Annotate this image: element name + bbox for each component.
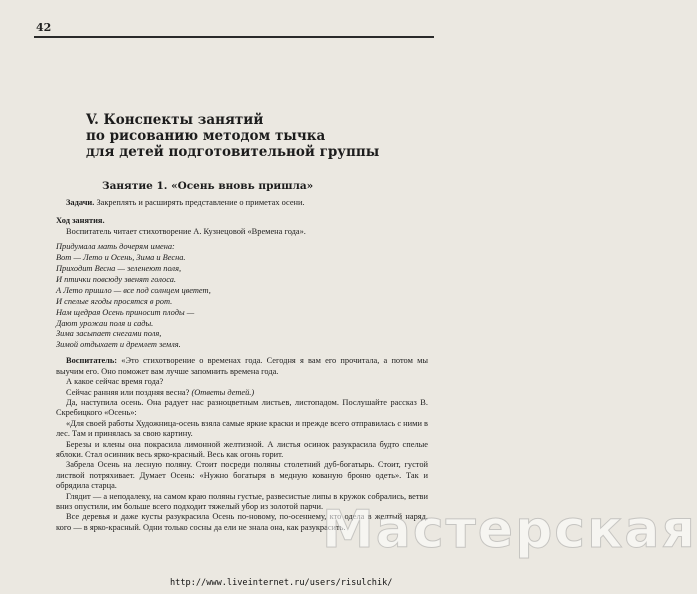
question-paragraph: А какое сейчас время года?	[66, 377, 164, 387]
goal-label: Задачи.	[66, 198, 95, 207]
chapter-title-line: для детей подготовительной группы	[86, 144, 380, 160]
poem-line: Зима засыпает снегами поля,	[56, 329, 162, 339]
question-paragraph	[56, 388, 428, 398]
poem-line: Зимой отдыхает и дремлет земля.	[56, 340, 181, 350]
body-paragraph: Забрела Осень на лесную поляну. Стоит посреди поляны столетний дуб-богатырь. Стоит, густой листвой потряхивает. Думает Осень: «Нужно богатыря в медную кованую броню одеть». Так и обрядила старца.	[56, 460, 428, 491]
lesson-title: Занятие 1. «Осень вновь пришла»	[102, 180, 314, 192]
goal-text: Закреплять и расширять представление о приметах осени.	[96, 198, 305, 207]
poem-line: Нам щедрая Осень приносит плоды —	[56, 307, 195, 317]
body-paragraph: Все деревья и даже кусты разукрасила Осень по-новому, по-осеннему, кто одела в желтый наряд, кого — в ярко-красный. Одни только сосны да ели не знала она, как разукрасить.	[56, 512, 428, 532]
footer-url: http://www.liveinternet.ru/users/risulchik/	[170, 578, 393, 588]
body-paragraph: Да, наступила осень. Она радует нас разноцветным листьев, листопадом. Послушайте рассказ В. Скребицкого «Осень»:	[56, 397, 428, 418]
intro-paragraph: Воспитатель читает стихотворение А. Кузнецовой «Времена года».	[66, 226, 306, 236]
chapter-title-line: по рисованию методом тычка	[86, 128, 326, 144]
body-paragraph: Березы и клены она покрасила лимонной желтизной. А листья осинок разукрасила будто спелые яблоки. Стал осинник весь ярко-красный. Весь как огонь горит.	[56, 439, 428, 459]
poem-line: А Лето пришло — все под солнцем цветет,	[56, 285, 211, 295]
poem	[56, 242, 428, 351]
body-paragraph: Глядит — а неподалеку, на самом краю поляны густые, развесистые липы в кружок собрались, ветви вниз опустили, им больше всего подходит тяжелый убор из золотой парчи.	[56, 491, 428, 511]
poem-line: Приходит Весна — зеленеют поля,	[56, 264, 182, 274]
chapter-title	[86, 112, 428, 160]
poem-line: Дают урожаи поля и сады.	[56, 318, 154, 328]
chapter-title-line: V. Конспекты занятий	[86, 112, 264, 128]
teacher-text: «Это стихотворение о временах года. Сегодня я вам его прочитала, а потом мы выучим его. Оно поможет вам лучше запомнить времена года.	[56, 356, 429, 376]
goal-paragraph	[56, 198, 428, 208]
teacher-label: Воспитатель:	[66, 356, 118, 366]
question-text: Сейчас ранняя или поздняя весна?	[66, 387, 190, 397]
header-rule	[34, 36, 434, 38]
teacher-paragraph	[56, 356, 428, 377]
children-answer: (Ответы детей.)	[191, 387, 255, 397]
watermark: Мастерская	[322, 500, 697, 560]
poem-line: И птички повсюду звенят голоса.	[56, 274, 176, 284]
poem-line: Вот — Лето и Осень, Зима и Весна.	[56, 253, 186, 263]
poem-line: Придумала мать дочерям имена:	[56, 242, 175, 252]
body-paragraph: «Для своей работы Художница-осень взяла самые яркие краски и прежде всего отправилась с ними в лес. Там и принялась за свою картину.	[56, 418, 428, 439]
page-content	[56, 112, 428, 533]
course-label: Ход занятия.	[56, 216, 105, 226]
poem-line: И спелые ягоды просятся в рот.	[56, 296, 173, 306]
page-number: 42	[36, 21, 52, 34]
